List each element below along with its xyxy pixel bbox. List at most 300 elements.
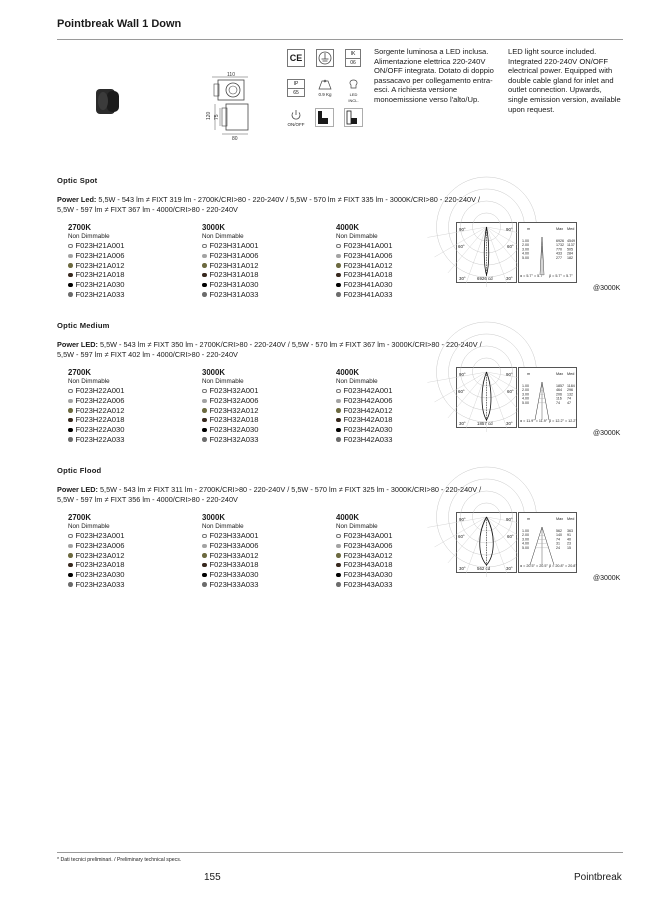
finish-swatch-icon (68, 292, 73, 297)
polar-label-angle_mid_right: 60° (507, 534, 514, 539)
beam-angle-alpha: α = 5.7° = 5.7° (520, 274, 544, 278)
drawing-depth-label: 80 (232, 136, 238, 142)
product-code: F023H43A001 (343, 531, 393, 541)
finish-swatch-icon (336, 244, 341, 249)
page-number: 155 (204, 872, 221, 883)
product-code: F023H32A012 (209, 405, 259, 415)
finish-swatch-icon (68, 582, 73, 587)
product-code: F023H33A018 (209, 560, 259, 570)
led-included-icon (345, 79, 362, 103)
section-title: Optic Spot (57, 176, 98, 185)
product-code-row (202, 570, 258, 580)
product-code-row (336, 241, 392, 251)
cone-head-m: m (527, 372, 531, 376)
cone-row-m: 4.00 (522, 541, 529, 546)
finish-swatch-icon (336, 263, 341, 268)
finish-swatch-icon (68, 244, 73, 249)
product-code-row (336, 290, 392, 300)
power-led-spec (57, 485, 617, 505)
polar-label-angle_top_left: 90° (459, 227, 466, 232)
cone-row-med: 23 (567, 541, 571, 546)
polar-diagram (456, 512, 517, 573)
product-code-row (68, 551, 124, 561)
finish-swatch-icon (336, 273, 341, 278)
polar-label-angle_mid_right: 60° (507, 389, 514, 394)
product-code-row (202, 241, 258, 251)
cone-row-max: 6926 (556, 239, 564, 243)
polar-label-angle_bottom_right: 30° (506, 276, 513, 281)
product-code-row (202, 280, 258, 290)
code-column (68, 223, 124, 299)
dimming-note: Non Dimmable (68, 232, 110, 240)
emission-down-outline-icon (344, 108, 363, 127)
polar-label-angle_top_right: 90° (506, 227, 513, 232)
product-code-row (68, 241, 124, 251)
cone-row-max: 1732 (556, 243, 564, 248)
finish-swatch-icon (336, 544, 341, 549)
product-code-row (202, 435, 258, 445)
product-code: F023H43A006 (343, 540, 393, 550)
product-code-row (336, 541, 392, 551)
cone-edge-left (540, 237, 542, 275)
finish-swatch-icon (336, 399, 341, 404)
finish-swatch-icon (336, 563, 341, 568)
polar-grid-ray (487, 227, 508, 283)
finish-swatch-icon (202, 273, 207, 278)
finish-swatch-icon (202, 399, 207, 404)
power-led-line-2: 5,5W - 597 lm ≠ FIXT 402 lm - 4000/CRI>80 - 220-240V (57, 349, 238, 359)
ip-rating-icon (287, 79, 305, 97)
product-code: F023H21A012 (75, 260, 125, 270)
finish-swatch-icon (68, 553, 73, 558)
product-code-row (202, 551, 258, 561)
dimming-note: Non Dimmable (202, 232, 244, 240)
description-italian: Sorgente luminosa a LED inclusa. Alimentazione elettrica 220-240V ON/OFF integrata. Dotato di doppio passacavo per collegamento entra-esci. A richiesta versione monoemissione verso l'alto/Up. (374, 47, 494, 104)
cone-row-m: 5.00 (522, 545, 529, 550)
cone-head-m: m (527, 517, 531, 521)
product-code-row (336, 406, 392, 416)
beam-angle-beta: β = 12.2° = 12.2° (549, 419, 577, 423)
product-code-row (68, 570, 124, 580)
power-led-label: Power Led: (57, 195, 97, 204)
product-code: F023H41A033 (343, 289, 393, 299)
product-code-row (202, 531, 258, 541)
product-code-row (68, 560, 124, 570)
cone-row-med: 363 (567, 529, 573, 533)
product-code: F023H23A033 (75, 579, 125, 589)
finish-swatch-icon (68, 544, 73, 549)
product-code-row (68, 531, 124, 541)
class-one-icon (316, 49, 334, 67)
power-led-line-1: 5,5W - 543 lm ≠ FIXT 350 lm - 2700K/CRI>80 - 220-240V / 5,5W - 570 lm ≠ FIXT 367 lm - 3000K/CRI>80 - 220-240V / (99, 340, 482, 349)
finish-swatch-icon (68, 254, 73, 259)
color-temperature-heading: 2700K (68, 513, 91, 522)
polar-label-angle_top_left: 90° (459, 372, 466, 377)
cone-edge-left (535, 382, 542, 420)
product-code: F023H22A012 (75, 405, 125, 415)
product-code: F023H33A033 (209, 579, 259, 589)
product-code: F023H41A018 (343, 270, 393, 280)
product-code: F023H42A030 (343, 425, 393, 435)
product-code: F023H32A033 (209, 434, 259, 444)
product-code-row (68, 386, 124, 396)
cone-row-med: 182 (567, 255, 573, 260)
power-led-line-1: 5,5W - 543 lm ≠ FIXT 319 lm - 2700K/CRI>80 - 220-240V / 5,5W - 570 lm ≠ FIXT 335 lm - 3000K/CRI>80 - 220-240V / (98, 195, 481, 204)
product-code-row (202, 261, 258, 271)
power-led-line-2: 5,5W - 597 lm ≠ FIXT 356 lm - 4000/CRI>80 - 220-240V (57, 494, 238, 504)
product-code: F023H41A030 (343, 280, 393, 290)
product-code-row (336, 415, 392, 425)
product-code: F023H42A018 (343, 415, 393, 425)
power-led-line-2: 5,5W - 597 lm ≠ FIXT 367 lm - 4000/CRI>80 - 220-240V (57, 204, 238, 214)
polar-label-angle_top_left: 90° (459, 517, 466, 522)
color-temperature-heading: 4000K (336, 223, 359, 232)
led-included-text: LED INCL. (348, 92, 359, 103)
product-code: F023H42A012 (343, 405, 393, 415)
product-code-row (68, 280, 124, 290)
finish-swatch-icon (336, 534, 341, 539)
finish-swatch-icon (68, 563, 73, 568)
finish-swatch-icon (202, 283, 207, 288)
finish-swatch-icon (68, 283, 73, 288)
color-temperature-heading: 4000K (336, 368, 359, 377)
product-code-row (202, 396, 258, 406)
product-code: F023H42A033 (343, 434, 393, 444)
finish-swatch-icon (202, 292, 207, 297)
cone-row-med: 15 (567, 545, 571, 550)
product-code-row (68, 261, 124, 271)
beam-angle-alpha: α = 11.9° = 11.9° (520, 419, 548, 423)
cone-edge-right (542, 527, 554, 565)
cone-row-med: 1184 (567, 384, 575, 388)
product-code-row (202, 415, 258, 425)
finish-swatch-icon (202, 553, 207, 558)
product-code: F023H21A006 (75, 250, 125, 260)
dimming-note: Non Dimmable (336, 522, 378, 530)
product-code-row (336, 251, 392, 261)
product-code: F023H22A030 (75, 425, 125, 435)
polar-grid-ray (448, 372, 487, 418)
power-led-label: Power LED: (57, 485, 98, 494)
finish-swatch-icon (68, 418, 73, 423)
product-code-row (336, 570, 392, 580)
color-temperature-heading: 3000K (202, 223, 225, 232)
beam-angle-alpha: α = 20.5° = 20.5° (520, 564, 548, 568)
product-image (93, 87, 121, 117)
ik-rating-icon (345, 49, 361, 67)
product-code-row (202, 251, 258, 261)
product-code: F023H43A030 (343, 570, 393, 580)
cone-row-m: 2.00 (522, 243, 529, 248)
code-column (336, 513, 392, 589)
polar-grid-ray (487, 372, 508, 428)
cone-row-max: 116 (556, 396, 562, 401)
finish-swatch-icon (68, 389, 73, 394)
product-code: F023H31A018 (209, 270, 259, 280)
cone-edge-left (530, 527, 542, 565)
product-code: F023H43A018 (343, 560, 393, 570)
ik-value: 06 (350, 60, 356, 66)
product-code-row (336, 560, 392, 570)
product-code-row (336, 580, 392, 590)
cone-head-m: m (527, 227, 531, 231)
code-column (202, 368, 258, 444)
cone-row-m: 5.00 (522, 400, 529, 405)
finish-swatch-icon (202, 534, 207, 539)
polar-grid-ray (487, 517, 508, 573)
cone-row-m: 4.00 (522, 251, 529, 256)
cone-row-max: 1857 (556, 384, 564, 388)
product-code: F023H43A012 (343, 550, 393, 560)
product-code: F023H21A030 (75, 280, 125, 290)
product-code: F023H22A001 (75, 386, 125, 396)
cone-head-max: Max (556, 227, 564, 231)
color-temperature-tag: @3000K (593, 430, 621, 437)
drawing-height-label-1: 120 (206, 111, 212, 120)
cone-row-m: 5.00 (522, 255, 529, 260)
polar-svg (457, 513, 516, 572)
weight-icon (316, 79, 334, 97)
product-code: F023H31A030 (209, 280, 259, 290)
dimming-note: Non Dimmable (202, 522, 244, 530)
color-temperature-heading: 4000K (336, 513, 359, 522)
product-code-row (336, 270, 392, 280)
cone-row-m: 3.00 (522, 537, 529, 542)
color-temperature-tag: @3000K (593, 575, 621, 582)
product-code-row (68, 290, 124, 300)
cone-edge-right (542, 237, 544, 275)
polar-svg (457, 368, 516, 427)
finish-swatch-icon (68, 534, 73, 539)
drawing-width-label: 110 (227, 72, 235, 78)
weight-value: 0.9 Kg (318, 92, 332, 97)
cone-row-max: 74 (556, 400, 560, 405)
finish-swatch-icon (336, 418, 341, 423)
product-code: F023H31A001 (209, 241, 259, 251)
emission-down-icon (315, 108, 334, 127)
polar-label-angle_top_right: 90° (506, 372, 513, 377)
color-temperature-heading: 2700K (68, 223, 91, 232)
code-column (68, 368, 124, 444)
finish-swatch-icon (68, 263, 73, 268)
product-code: F023H23A030 (75, 570, 125, 580)
product-code: F023H42A006 (343, 395, 393, 405)
product-code-row (68, 251, 124, 261)
cone-row-med: 284 (567, 251, 573, 256)
on-off-icon (287, 109, 305, 128)
code-column (202, 513, 258, 589)
product-code-row (202, 290, 258, 300)
cone-edge-right (542, 382, 549, 420)
ce-mark-icon: CE (287, 49, 305, 67)
product-code: F023H41A006 (343, 250, 393, 260)
polar-label-angle_top_right: 90° (506, 517, 513, 522)
polar-label-angle_mid_left: 60° (458, 244, 465, 249)
polar-label-angle_bottom_right: 30° (506, 421, 513, 426)
product-code-row (202, 386, 258, 396)
product-code: F023H23A012 (75, 550, 125, 560)
product-code-row (336, 386, 392, 396)
finish-swatch-icon (202, 254, 207, 259)
polar-svg (457, 223, 516, 282)
cone-row-med: 4549 (567, 239, 575, 243)
color-temperature-tag: @3000K (593, 285, 621, 292)
product-code: F023H32A030 (209, 425, 259, 435)
product-code-row (68, 406, 124, 416)
polar-label-angle_bottom_right: 30° (506, 566, 513, 571)
ip-label: IP (288, 80, 304, 89)
finish-swatch-icon (202, 437, 207, 442)
polar-grid-ray (466, 227, 487, 283)
polar-grid-ray (448, 227, 487, 273)
finish-swatch-icon (336, 292, 341, 297)
product-code-row (68, 396, 124, 406)
finish-swatch-icon (68, 428, 73, 433)
finish-swatch-icon (68, 437, 73, 442)
product-code-row (68, 580, 124, 590)
finish-swatch-icon (202, 582, 207, 587)
polar-label-angle_mid_left: 60° (458, 534, 465, 539)
drawing-height-label-2: 75 (214, 114, 220, 120)
cone-row-max: 206 (556, 392, 562, 397)
product-code-row (336, 261, 392, 271)
cone-row-max: 74 (556, 537, 560, 542)
cone-row-max: 433 (556, 251, 562, 256)
finish-swatch-icon (202, 563, 207, 568)
ik-label: IK (346, 50, 360, 59)
finish-swatch-icon (336, 573, 341, 578)
finish-swatch-icon (202, 408, 207, 413)
page-title: Pointbreak Wall 1 Down (57, 18, 182, 30)
finish-swatch-icon (202, 544, 207, 549)
polar-label-candela: 562 cd (477, 566, 491, 571)
product-code-row (336, 425, 392, 435)
product-code-row (336, 435, 392, 445)
cone-row-max: 277 (556, 255, 562, 260)
product-code-row (336, 280, 392, 290)
finish-swatch-icon (336, 254, 341, 259)
cone-head-med: Med (567, 517, 575, 521)
code-column (336, 223, 392, 299)
product-code: F023H22A006 (75, 395, 125, 405)
cone-row-m: 1.00 (522, 384, 529, 388)
description-english: LED light source included. Integrated 220-240V ON/OFF electrical power. Equipped with double cable gland for inlet and outlet connection. Upwards, single emission version, available upon request. (508, 47, 621, 114)
polar-label-angle_mid_left: 60° (458, 389, 465, 394)
finish-swatch-icon (336, 389, 341, 394)
cone-row-max: 24 (556, 545, 560, 550)
dimming-note: Non Dimmable (202, 377, 244, 385)
finish-swatch-icon (202, 573, 207, 578)
polar-diagram (456, 367, 517, 428)
finish-swatch-icon (68, 408, 73, 413)
product-code: F023H21A018 (75, 270, 125, 280)
footer-brand: Pointbreak (574, 872, 622, 883)
polar-grid-ray (466, 517, 487, 573)
cone-row-med: 1137 (567, 243, 575, 248)
product-code: F023H31A012 (209, 260, 259, 270)
dimming-note: Non Dimmable (68, 522, 110, 530)
product-code: F023H33A012 (209, 550, 259, 560)
power-led-line-1: 5,5W - 543 lm ≠ FIXT 311 lm - 2700K/CRI>80 - 220-240V / 5,5W - 570 lm ≠ FIXT 325 lm - 3000K/CRI>80 - 220-240V / (99, 485, 482, 494)
cone-row-med: 91 (567, 533, 571, 538)
product-code: F023H21A033 (75, 289, 125, 299)
product-code-row (202, 406, 258, 416)
product-code: F023H42A001 (343, 386, 393, 396)
cone-row-med: 47 (567, 400, 571, 405)
finish-swatch-icon (202, 418, 207, 423)
dimming-note: Non Dimmable (336, 377, 378, 385)
cone-head-med: Med (567, 227, 575, 231)
cone-row-max: 770 (556, 247, 562, 252)
product-code-row (202, 270, 258, 280)
product-code: F023H22A033 (75, 434, 125, 444)
color-temperature-heading: 2700K (68, 368, 91, 377)
cone-row-m: 4.00 (522, 396, 529, 401)
product-code-row (202, 560, 258, 570)
finish-swatch-icon (68, 273, 73, 278)
cone-head-max: Max (556, 517, 564, 521)
cone-row-med: 74 (567, 396, 571, 401)
color-temperature-heading: 3000K (202, 513, 225, 522)
product-code-row (202, 580, 258, 590)
cone-row-max: 562 (556, 529, 562, 533)
cone-row-max: 140 (556, 533, 562, 538)
polar-diagram (456, 222, 517, 283)
cone-row-m: 2.00 (522, 533, 529, 538)
power-led-label: Power LED: (57, 340, 98, 349)
finish-swatch-icon (68, 399, 73, 404)
product-code: F023H33A006 (209, 540, 259, 550)
ip-value: 65 (293, 90, 299, 96)
product-code-row (202, 425, 258, 435)
dimming-note: Non Dimmable (68, 377, 110, 385)
cone-row-med: 132 (567, 392, 573, 397)
polar-grid-ray (448, 517, 487, 563)
polar-label-angle_mid_right: 60° (507, 244, 514, 249)
footer-divider (57, 852, 623, 853)
section-title: Optic Flood (57, 466, 102, 475)
beam-angle-beta: β = 5.7° = 5.7° (549, 274, 573, 278)
power-led-spec (57, 340, 617, 360)
color-temperature-heading: 3000K (202, 368, 225, 377)
product-code-row (68, 425, 124, 435)
product-code: F023H32A018 (209, 415, 259, 425)
power-led-spec (57, 195, 617, 215)
product-code-row (68, 415, 124, 425)
code-column (202, 223, 258, 299)
cone-head-med: Med (567, 372, 575, 376)
code-column (68, 513, 124, 589)
product-code-row (68, 435, 124, 445)
product-code: F023H23A001 (75, 531, 125, 541)
product-code: F023H32A006 (209, 395, 259, 405)
product-code-row (336, 531, 392, 541)
product-code: F023H23A006 (75, 540, 125, 550)
finish-swatch-icon (68, 573, 73, 578)
product-code: F023H22A018 (75, 415, 125, 425)
finish-swatch-icon (336, 553, 341, 558)
finish-swatch-icon (336, 437, 341, 442)
product-code: F023H23A018 (75, 560, 125, 570)
product-code: F023H33A001 (209, 531, 259, 541)
polar-label-candela: 1857 cd (477, 421, 493, 426)
product-code: F023H33A030 (209, 570, 259, 580)
on-off-text: ON/OFF (287, 122, 305, 127)
finish-swatch-icon (336, 428, 341, 433)
polar-label-angle_bottom_left: 30° (459, 421, 466, 426)
product-code: F023H41A001 (343, 241, 393, 251)
cone-row-med: 296 (567, 388, 573, 393)
